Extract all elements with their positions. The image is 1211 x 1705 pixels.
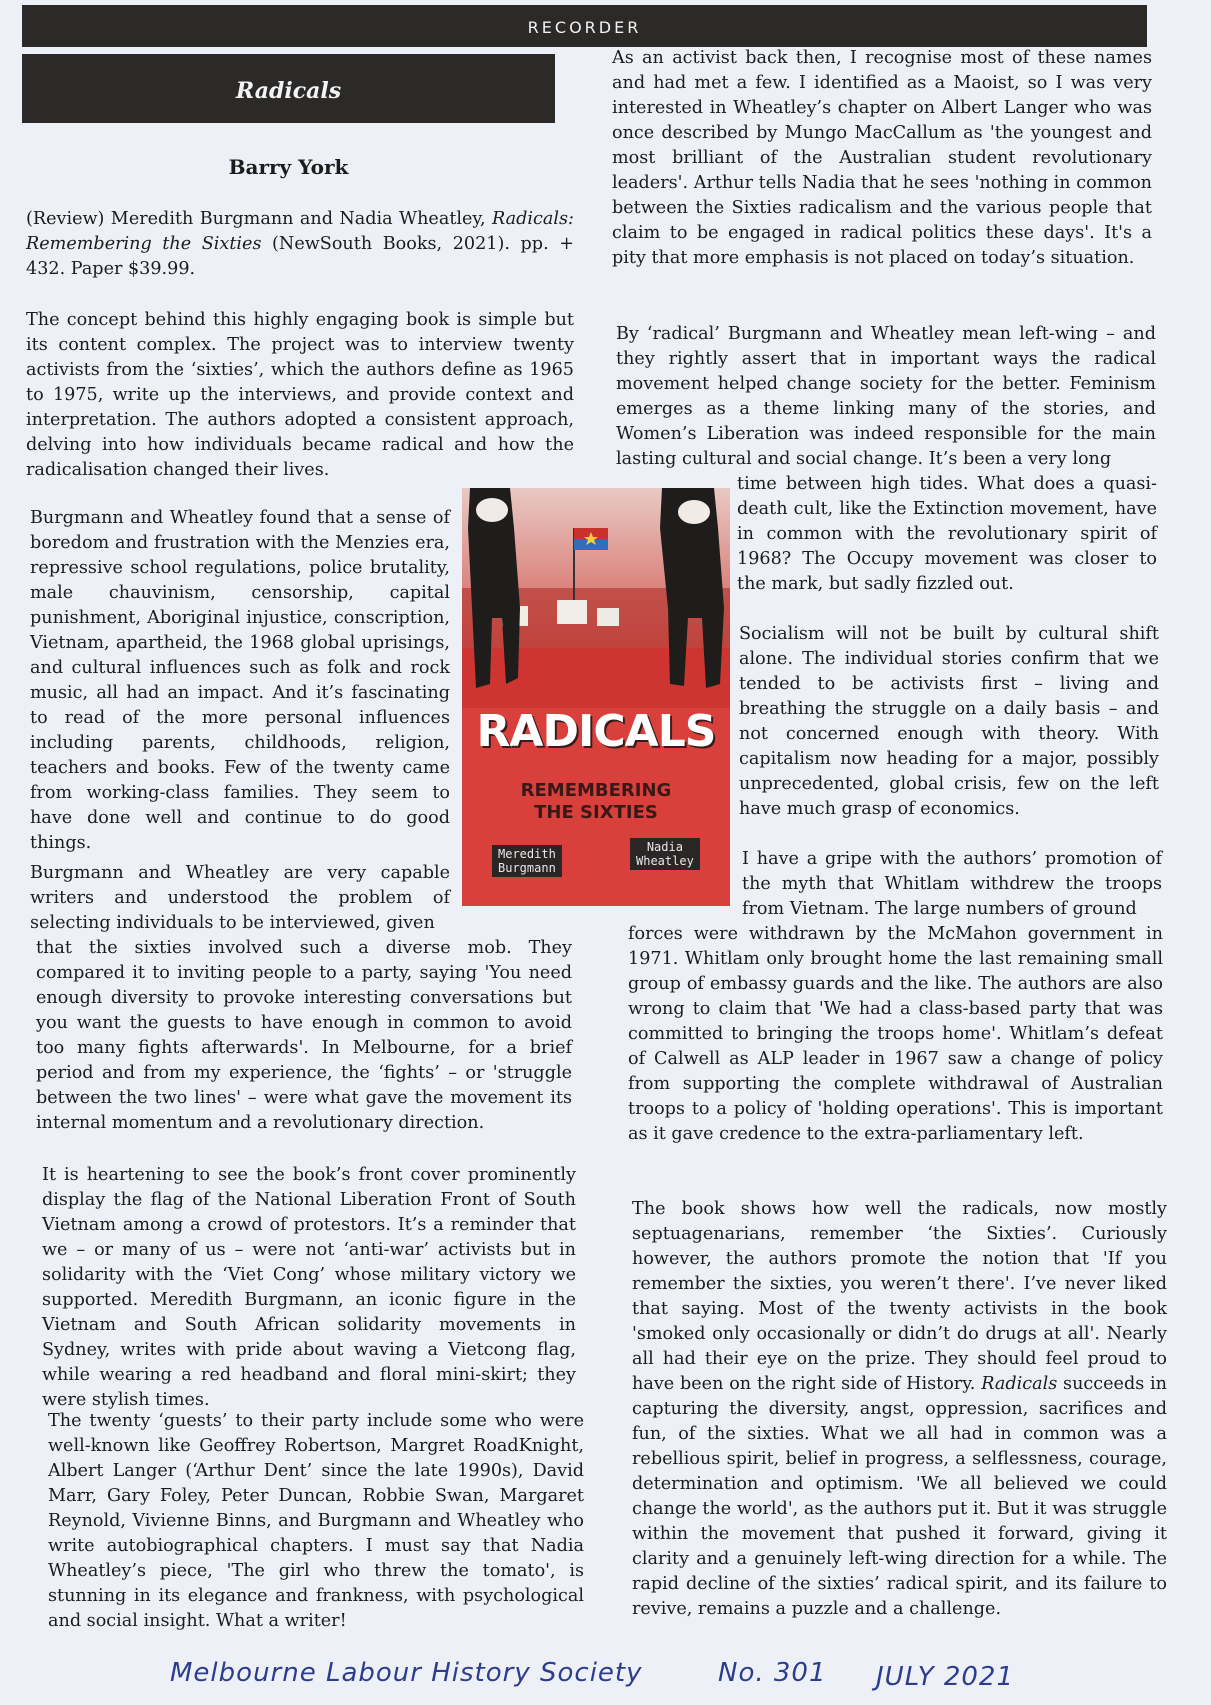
article-title: Radicals xyxy=(22,54,555,123)
citation-post: (NewSouth Books, 2021). pp. + 432. Paper $39.99. xyxy=(26,234,574,279)
cover-author-1-first: Meredith xyxy=(498,847,556,861)
paragraph-left-2: Burgmann and Wheatley found that a sense of boredom and frustration with the Menzies era, repressive school regulations, police brutality, male chauvinism, censorship, capital punishment, Aboriginal injustice, conscription, Vietnam, apartheid, the 1968 global uprisings, and cultural influences such as folk and rock music, all had an impact. And it’s fascinating to read of the more personal influences including parents, childhoods, religion, teachers and books. Few of the twenty came from working-class families. They seem to have done well and continue to do good things. xyxy=(30,508,450,853)
cover-subtitle-line1: REMEMBERING xyxy=(520,780,672,801)
cover-subtitle-line2: THE SIXTIES xyxy=(534,802,658,823)
paragraph-right-5-pre: The book shows how well the radicals, now mostly septuagenarians, remember ‘the Sixties’. Curiously however, the authors promote the notion that 'If you remember the sixties, you weren’t there'. I’ve never liked that saying. Most of the twenty activists in the book 'smoked only occasionally or didn’t do drugs at all'. Nearly all had their eye on the prize. They should feel proud to have been on the right side of History. xyxy=(632,1199,1167,1394)
handwritten-society: Melbourne Labour History Society xyxy=(170,1658,643,1688)
paragraph-right-4a: I have a gripe with the authors’ promotion of the myth that Whitlam withdrew the troops from Vietnam. The large numbers of ground xyxy=(742,849,1162,919)
book-cover-image xyxy=(462,488,730,906)
cover-author-1-last: Burgmann xyxy=(498,861,556,875)
cover-author-2-first: Nadia xyxy=(646,840,683,854)
citation-book-title: Radicals: Remembering the Sixties xyxy=(26,209,574,254)
citation-pre: (Review) Meredith Burgmann and Nadia Wheatley, xyxy=(26,209,493,229)
paragraph-right-1: As an activist back then, I recognise most of these names and had met a few. I identified as a Maoist, so I was very interested in Wheatley’s chapter on Albert Langer who was once described by Mungo MacCallum as 'the youngest and most brilliant of the Australian student revolutionary leaders'. Arthur tells Nadia that he sees 'nothing in common between the Sixties radicalism and the various people that claim to be engaged in radical politics these days'. It's a pity that more emphasis is not placed on today’s situation. xyxy=(612,48,1152,268)
section-header: RECORDER xyxy=(22,5,1147,47)
paragraph-right-2b: time between high tides. What does a quasi-death cult, like the Extinction movement, have in common with the revolutionary spirit of 1968? The Occupy movement was closer to the mark, but sadly fizzled out. xyxy=(737,474,1157,594)
paragraph-left-5: The twenty ‘guests’ to their party include some who were well-known like Geoffrey Robertson, Margret RoadKnight, Albert Langer (‘Arthur Dent’ since the late 1990s), David Marr, Gary Foley, Peter Duncan, Robbie Swan, Margaret Reynold, Vivienne Binns, and Burgmann and Wheatley who write autobiographical chapters. I must say that Nadia Wheatley’s piece, 'The girl who threw the tomato', is stunning in its elegance and frankness, with psychological and social insight. What a writer! xyxy=(48,1411,584,1631)
article-author: Barry York xyxy=(228,155,349,179)
cover-author-2 xyxy=(630,838,700,870)
paragraph-right-2a: By ‘radical’ Burgmann and Wheatley mean left-wing – and they rightly assert that in important ways the radical movement helped change society for the better. Feminism emerges as a theme linking many of the stories, and Women’s Liberation was indeed responsible for the main lasting cultural and social change. It’s been a very long xyxy=(616,324,1156,469)
cover-author-2-last: Wheatley xyxy=(636,854,694,868)
paragraph-left-3b: that the sixties involved such a diverse mob. They compared it to inviting people to a party, saying 'You need enough diversity to provoke interesting conversations but you want the guests to have enough in common to avoid too many fights afterwards'. In Melbourne, for a brief period and from my experience, the ‘fights’ – or 'struggle between the two lines' – were what gave the movement its internal momentum and a revolutionary direction. xyxy=(36,938,572,1133)
paragraph-right-5 xyxy=(632,1197,1167,1622)
paragraph-left-3a: Burgmann and Wheatley are very capable writers and understood the problem of selecting individuals to be interviewed, given xyxy=(30,863,450,933)
cover-title: RADICALS xyxy=(476,706,716,757)
paragraph-right-5-post: succeeds in capturing the diversity, angst, oppression, sacrifices and fun, of the sixties. What we all had in common was a rebellious spirit, belief in progress, a selflessness, courage, determination and optimism. 'We all believed we could change the world', as the authors put it. But it was struggle within the movement that pushed it forward, giving it clarity and a genuinely left-wing direction for a while. The rapid decline of the sixties’ radical spirit, and its failure to revive, remains a puzzle and a challenge. xyxy=(632,1374,1168,1619)
handwritten-issue: No. 301 xyxy=(718,1658,827,1688)
book-citation xyxy=(26,207,574,282)
paragraph-right-5-italic: Radicals xyxy=(981,1374,1058,1394)
paragraph-left-4: It is heartening to see the book’s front cover prominently display the flag of the National Liberation Front of South Vietnam among a crowd of protestors. It’s a reminder that we – or many of us – were not ‘anti-war’ activists but in solidarity with the ‘Viet Cong’ whose military victory we supported. Meredith Burgmann, an iconic figure in the Vietnam and South African solidarity movements in Sydney, writes with pride about waving a Vietcong flag, while wearing a red headband and floral mini-skirt; they were stylish times. xyxy=(42,1165,576,1410)
handwritten-date: JULY 2021 xyxy=(876,1662,1015,1692)
paragraph-right-4b: forces were withdrawn by the McMahon government in 1971. Whitlam only brought home the last remaining small group of embassy guards and the like. The authors are also wrong to claim that 'We had a class-based party that was committed to bringing the troops home'. Whitlam’s defeat of Calwell as ALP leader in 1967 saw a change of policy from supporting the complete withdrawal of Australian troops to a policy of 'holding operations'. This is important as it gave credence to the extra-parliamentary left. xyxy=(628,924,1163,1144)
paragraph-left-1: The concept behind this highly engaging book is simple but its content complex. The project was to interview twenty activists from the ‘sixties’, which the authors define as 1965 to 1975, write up the interviews, and provide context and interpretation. The authors adopted a consistent approach, delving into how individuals became radical and how the radicalisation changed their lives. xyxy=(26,310,574,480)
cover-author-1 xyxy=(492,845,562,877)
paragraph-right-3: Socialism will not be built by cultural shift alone. The individual stories confirm that we tended to be activists first – living and breathing the struggle on a daily basis – and not concerned enough with theory. With capitalism now heading for a major, possibly unprecedented, global crisis, few on the left have much grasp of economics. xyxy=(739,624,1159,819)
